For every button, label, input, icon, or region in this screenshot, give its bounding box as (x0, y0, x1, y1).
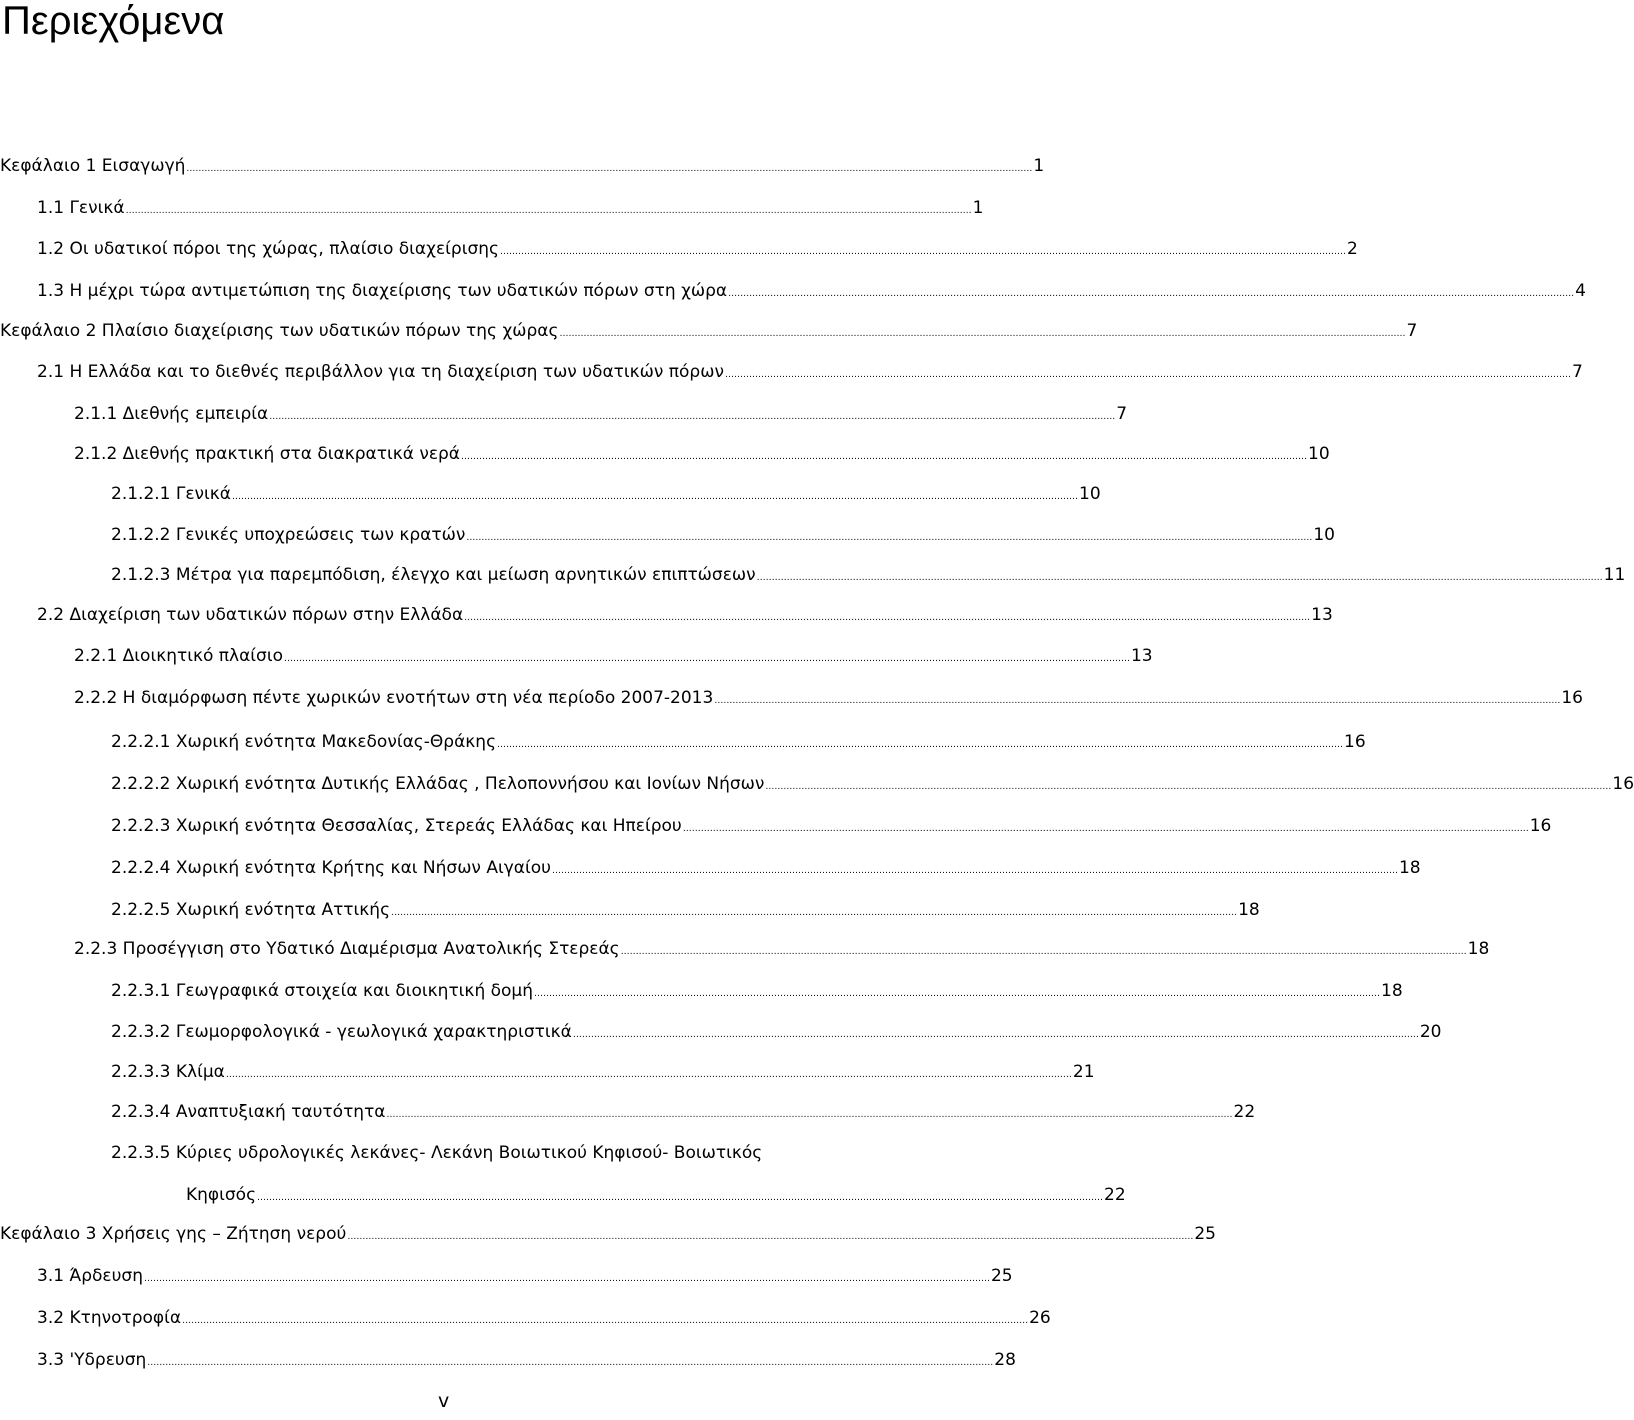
toc-entry-3-1[interactable] (37, 1260, 1013, 1292)
toc-entry-label: Κεφάλαιο 3 Χρήσεις γης – Ζήτηση νερού (0, 1224, 347, 1244)
toc-page-number: 18 (1381, 981, 1403, 1001)
toc-entry-2-1-1[interactable] (74, 398, 1128, 430)
toc-entry-2-2-3-4[interactable] (111, 1096, 1256, 1128)
toc-page-number: 7 (1116, 404, 1128, 424)
toc-page-number: 16 (1529, 816, 1552, 836)
toc-leader (463, 602, 1311, 634)
toc-leader (231, 481, 1079, 513)
toc-entry-label: 2.2.1 Διοικητικό πλαίσιο (74, 646, 283, 666)
toc-entry-1-2[interactable] (37, 233, 1358, 265)
toc-entry-label: 2.1.2.1 Γενικά (111, 484, 232, 504)
toc-entry-2-2[interactable] (37, 599, 1333, 631)
toc-entry-2-2-2-2[interactable] (111, 768, 1634, 800)
toc-page-number: 10 (1079, 484, 1101, 504)
toc-entry-2-2-3-5-continuation[interactable] (186, 1179, 1126, 1211)
toc-page-number: 16 (1612, 774, 1634, 794)
page-title: Περιεχόμενα (2, 0, 225, 43)
toc-entry-label: 2.2.2.2 Χωρική ενότητα Δυτικής Ελλάδας , Πελοποννήσου και Ιονίων Νήσων (111, 774, 765, 794)
toc-page-number: 10 (1313, 525, 1335, 545)
toc-entry-label: 2.2.3.5 Κύριες υδρολογικές λεκάνες- Λεκάνη Βοιωτικού Κηφισού- Βοιωτικός (111, 1143, 763, 1163)
toc-entry-label: 1.1 Γενικά (37, 198, 125, 218)
toc-leader (727, 278, 1575, 310)
toc-leader (682, 813, 1530, 845)
toc-page-number: 16 (1344, 732, 1366, 752)
toc-page-number: 1 (1033, 156, 1045, 176)
toc-leader (499, 236, 1347, 268)
toc-leader (256, 1182, 1104, 1214)
toc-entry-2-1-2[interactable] (74, 438, 1330, 470)
toc-leader (146, 1347, 994, 1379)
toc-page-number: 26 (1029, 1308, 1051, 1328)
toc-leader (460, 441, 1308, 473)
toc-entry-label: Κηφισός (186, 1185, 257, 1205)
toc-entry-2-2-2-3[interactable] (111, 810, 1552, 842)
toc-entry-chapter-2[interactable] (0, 315, 1418, 347)
toc-entry-chapter-3[interactable] (0, 1218, 1216, 1250)
toc-leader (496, 729, 1344, 761)
toc-entry-2-1-2-1[interactable] (111, 478, 1101, 510)
toc-entry-1-1[interactable] (37, 192, 984, 224)
toc-page-number: 28 (994, 1350, 1016, 1370)
toc-leader (185, 153, 1033, 185)
toc-entry-2-2-3-2[interactable] (111, 1016, 1442, 1048)
toc-entry-label: 1.2 Οι υδατικοί πόροι της χώρας, πλαίσιο διαχείρισης (37, 239, 499, 259)
toc-entry-label: 2.2.2.4 Χωρική ενότητα Κρήτης και Νήσων Αιγαίου (111, 858, 551, 878)
toc-entry-2-2-3-5[interactable] (111, 1137, 871, 1169)
toc-entry-2-1[interactable] (37, 356, 1583, 388)
toc-entry-label: 2.1 Η Ελλάδα και το διεθνές περιβάλλον για τη διαχείριση των υδατικών πόρων (37, 362, 724, 382)
toc-leader (386, 1099, 1234, 1131)
toc-entry-3-2[interactable] (37, 1302, 1051, 1334)
toc-page-number: 18 (1238, 900, 1260, 920)
toc-leader (533, 978, 1381, 1010)
toc-page-number: 18 (1467, 939, 1490, 959)
toc-leader (125, 195, 973, 227)
footer-page-number: v (438, 1390, 450, 1412)
toc-page-number: 20 (1419, 1022, 1442, 1042)
toc-entry-label: 2.2.2 Η διαμόρφωση πέντε χωρικών ενοτήτων στη νέα περίοδο 2007-2013 (74, 688, 714, 708)
toc-entry-label: 2.2.2.5 Χωρική ενότητα Αττικής (111, 900, 391, 920)
toc-entry-label: 2.1.2.3 Μέτρα για παρεμπόδιση, έλεγχο και μείωση αρνητικών επιπτώσεων (111, 565, 756, 585)
toc-entry-label: 2.2.3.3 Κλίμα (111, 1062, 225, 1082)
toc-leader (551, 855, 1399, 887)
toc-entry-label: Κεφάλαιο 2 Πλαίσιο διαχείρισης των υδατικών πόρων της χώρας (0, 321, 559, 341)
toc-leader (713, 685, 1561, 717)
toc-leader (346, 1221, 1194, 1253)
toc-page-number: 22 (1104, 1185, 1126, 1205)
toc-leader (756, 562, 1604, 594)
toc-entry-label: 2.2.3.1 Γεωγραφικά στοιχεία και διοικητική δομή (111, 981, 534, 1001)
toc-entry-label: 2.2.3 Προσέγγιση στο Υδατικό Διαμέρισμα Ανατολικής Στερεάς (74, 939, 620, 959)
toc-page-number: 22 (1233, 1102, 1256, 1122)
toc-page-number: 16 (1561, 688, 1583, 708)
toc-entry-2-2-2-1[interactable] (111, 726, 1366, 758)
toc-page-number: 7 (1406, 321, 1418, 341)
toc-entry-2-1-2-3[interactable] (111, 559, 1626, 591)
toc-entry-2-2-3-1[interactable] (111, 975, 1403, 1007)
toc-entry-label: 2.2.2.1 Χωρική ενότητα Μακεδονίας-Θράκης (111, 732, 497, 752)
toc-leader (390, 897, 1238, 929)
toc-entry-label: Κεφάλαιο 1 Εισαγωγή (0, 156, 186, 176)
toc-entry-2-2-2-5[interactable] (111, 894, 1260, 926)
toc-entry-label: 3.2 Κτηνοτροφία (37, 1308, 182, 1328)
toc-page-number: 25 (990, 1266, 1013, 1286)
toc-entry-label: 2.2.3.4 Αναπτυξιακή ταυτότητα (111, 1102, 386, 1122)
toc-leader (724, 359, 1572, 391)
toc-entry-label: 3.1 Άρδευση (37, 1266, 143, 1286)
toc-page-number: 10 (1308, 444, 1330, 464)
toc-page-number: 21 (1072, 1062, 1095, 1082)
toc-page-number: 4 (1575, 281, 1586, 301)
toc-entry-2-2-1[interactable] (74, 640, 1153, 672)
toc-page-number: 2 (1346, 239, 1358, 259)
toc-entry-label: 3.3 'Υδρευση (37, 1350, 147, 1370)
toc-entry-label: 2.1.1 Διεθνής εμπειρία (74, 404, 269, 424)
toc-leader (268, 401, 1116, 433)
toc-page-number: 7 (1571, 362, 1583, 382)
toc-leader (558, 318, 1406, 350)
toc-leader (572, 1019, 1420, 1051)
toc-page-number: 13 (1130, 646, 1153, 666)
toc-entry-label: 2.1.2 Διεθνής πρακτική στα διακρατικά νερά (74, 444, 461, 464)
toc-page-number: 1 (972, 198, 984, 218)
toc-entry-2-2-2[interactable] (74, 682, 1583, 714)
toc-entry-3-3[interactable] (37, 1344, 1016, 1376)
toc-leader (181, 1305, 1029, 1337)
toc-entry-label: 2.2 Διαχείριση των υδατικών πόρων στην Ελλάδα (37, 605, 464, 625)
toc-page-number: 13 (1311, 605, 1333, 625)
toc-leader (620, 936, 1468, 968)
toc-entry-label: 2.1.2.2 Γενικές υποχρεώσεις των κρατών (111, 525, 466, 545)
toc-leader (764, 771, 1612, 803)
toc-leader (283, 643, 1131, 675)
toc-entry-2-2-2-4[interactable] (111, 852, 1421, 884)
toc-entry-2-1-2-2[interactable] (111, 519, 1335, 551)
toc-entry-label: 2.2.3.2 Γεωμορφολογικά - γεωλογικά χαρακτηριστικά (111, 1022, 572, 1042)
toc-entry-chapter-1[interactable] (0, 150, 1045, 182)
toc-leader (465, 522, 1313, 554)
toc-entry-2-2-3[interactable] (74, 933, 1490, 965)
toc-page-number: 11 (1603, 565, 1626, 585)
toc-entry-label: 2.2.2.3 Χωρική ενότητα Θεσσαλίας, Στερεάς Ελλάδας και Ηπείρου (111, 816, 682, 836)
toc-page-number: 25 (1194, 1224, 1216, 1244)
toc-leader (143, 1263, 991, 1295)
toc-entry-1-3[interactable] (37, 275, 1586, 307)
toc-page-number: 18 (1398, 858, 1421, 878)
toc-leader (225, 1059, 1073, 1091)
toc-entry-label: 1.3 Η μέχρι τώρα αντιμετώπιση της διαχείρισης των υδατικών πόρων στη χώρα (37, 281, 728, 301)
toc-entry-2-2-3-3[interactable] (111, 1056, 1095, 1088)
